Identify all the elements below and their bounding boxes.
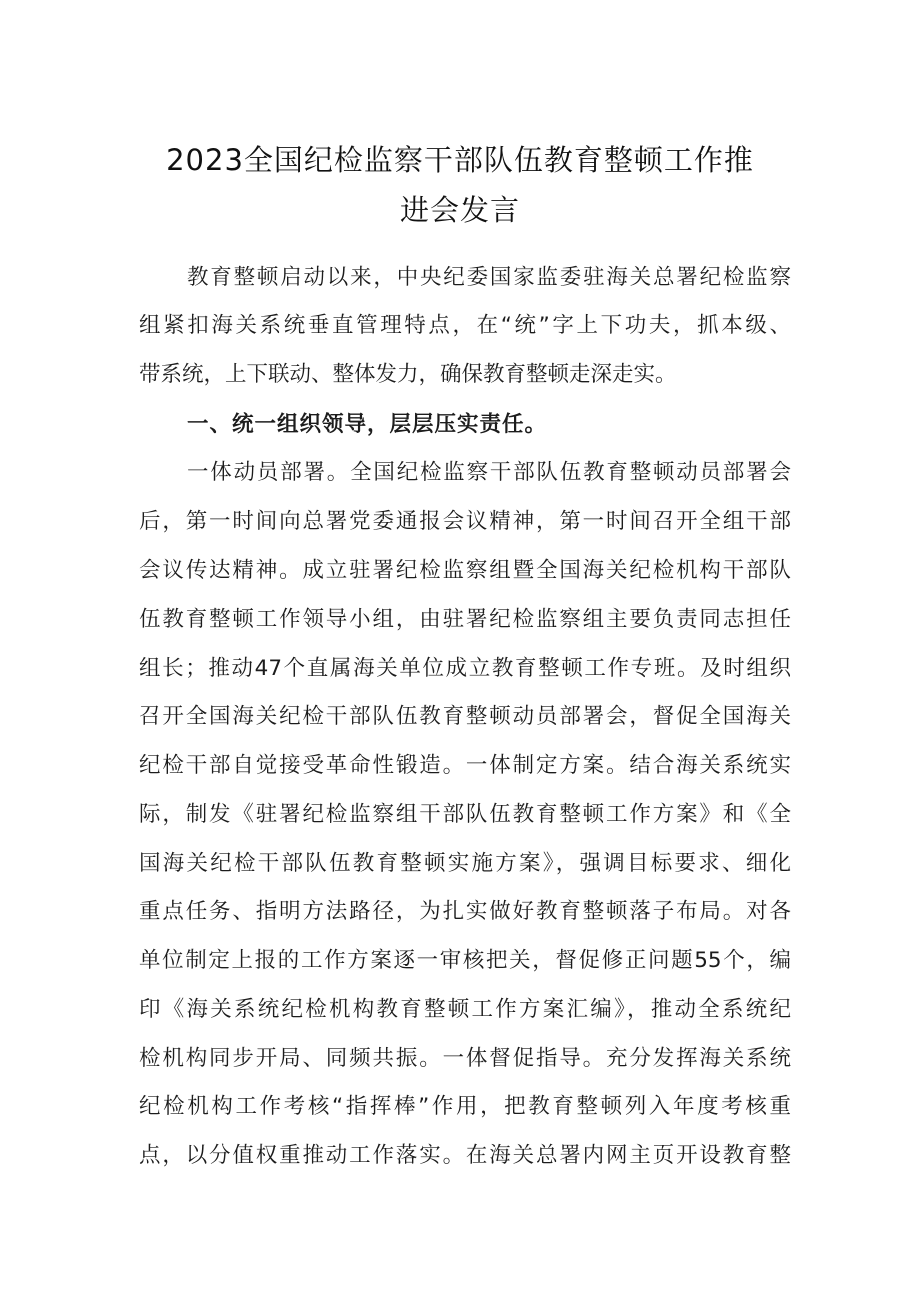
body-paragraph-line: 后，第一时间向总署党委通报会议精神，第一时间召开全组干部 [139,509,791,534]
body-paragraph-line: 检机构同步开局、同频共振。一体督促指导。充分发挥海关系统 [139,1046,791,1071]
body-paragraph-line: 纪检机构工作考核“指挥棒”作用，把教育整顿列入年度考核重 [139,1094,791,1119]
section-heading-1: 一、统一组织领导，层层压实责任。 [187,412,548,437]
body-paragraph-line: 印《海关系统纪检机构教育整顿工作方案汇编》，推动全系统纪 [139,997,791,1022]
body-paragraph-line: 召开全国海关纪检干部队伍教育整顿动员部署会，督促全国海关 [139,704,791,729]
body-paragraph-line: 伍教育整顿工作领导小组，由驻署纪检监察组主要负责同志担任 [139,607,791,632]
intro-paragraph-line-1: 教育整顿启动以来，中央纪委国家监委驻海关总署纪检监察 [187,265,791,290]
body-paragraph-line: 国海关纪检干部队伍教育整顿实施方案》，强调目标要求、细化 [139,851,791,876]
body-paragraph-line: 会议传达精神。成立驻署纪检监察组暨全国海关纪检机构干部队 [139,558,791,583]
document-title-line-1: 2023全国纪检监察干部队伍教育整顿工作推 [166,143,754,177]
body-paragraph-line: 纪检干部自觉接受革命性锻造。一体制定方案。结合海关系统实 [139,753,791,778]
body-paragraph-line: 组长；推动47个直属海关单位成立教育整顿工作专班。及时组织 [139,656,791,681]
body-paragraph-line: 际，制发《驻署纪检监察组干部队伍教育整顿工作方案》和《全 [139,802,791,827]
body-paragraph-line: 点，以分值权重推动工作落实。在海关总署内网主页开设教育整 [139,1143,791,1168]
document-title-line-2: 进会发言 [399,193,520,227]
body-paragraph-line: 重点任务、指明方法路径，为扎实做好教育整顿落子布局。对各 [139,899,791,924]
body-paragraph-line: 一体动员部署。全国纪检监察干部队伍教育整顿动员部署会 [187,460,791,485]
intro-paragraph-line-2: 组紧扣海关系统垂直管理特点，在“统”字上下功夫，抓本级、 [139,313,791,338]
body-paragraph-line: 单位制定上报的工作方案逐一审核把关，督促修正问题55个，编 [139,948,791,973]
intro-paragraph-line-3: 带系统，上下联动、整体发力，确保教育整顿走深走实。 [139,362,677,387]
